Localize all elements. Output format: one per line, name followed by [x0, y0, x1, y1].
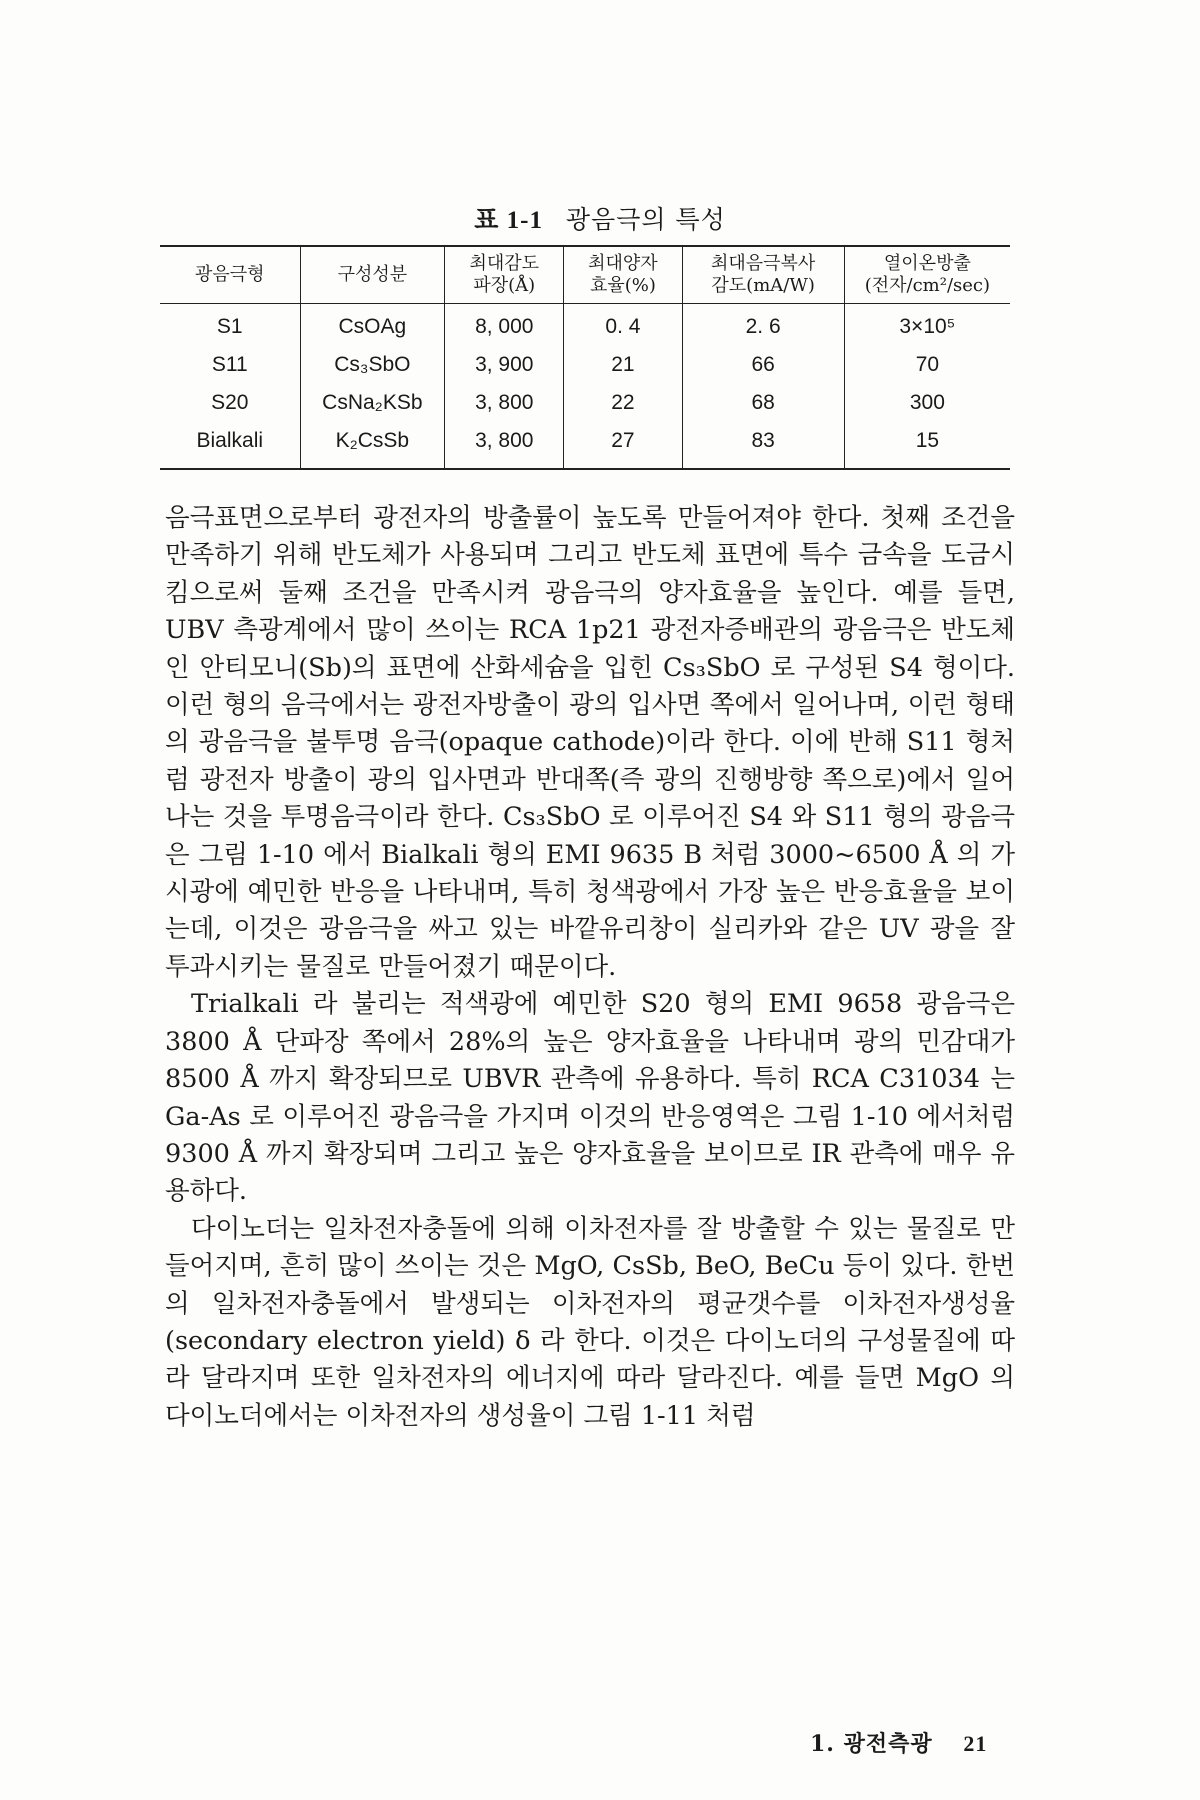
- photocathode-properties-table: [160, 245, 1010, 470]
- cell-composition: K₂CsSb: [300, 422, 445, 469]
- cell-qe: 27: [564, 422, 682, 469]
- body-text: [165, 500, 1015, 1435]
- cell-sensitivity: 68: [682, 384, 844, 422]
- cell-type: Bialkali: [196, 429, 264, 452]
- paragraph: 다이노더는 일차전자충돌에 의해 이차전자를 잘 방출할 수 있는 물질로 만들어지며, 흔히 많이 쓰이는 것은 MgO, CsSb, BeO, BeCu 등이 있다. 한번의 일차전자충돌에서 발생되는 이차전자의 평균갯수를 이차전자생성율(secondary electron yield) δ 라 한다. 이것은 다이노더의 구성물질에 따라 달라지며 또한 일차전자의 에너지에 따라 달라진다. 예를 들면 MgO 의 다이노더에서는 이차전자의 생성율이 그림 1-11 처럼: [165, 1213, 1015, 1431]
- paragraph: 음극표면으로부터 광전자의 방출률이 높도록 만들어져야 한다. 첫째 조건을 만족하기 위해 반도체가 사용되며 그리고 반도체 표면에 특수 금속을 도금시킴으로써 둘째 조건을 만족시켜 광음극의 양자효율을 높인다. 예를 들면, UBV 측광계에서 많이 쓰이는 RCA 1p21 광전자증배관의 광음극은 반도체인 안티모니(Sb)의 표면에 산화세슘을 입힌 Cs₃SbO 로 구성된 S4 형이다. 이런 형의 음극에서는 광전자방출이 광의 입사면 쪽에서 일어나며, 이런 형태의 광음극을 불투명 음극(opaque cathode)이라 한다. 이에 반해 S11 형처럼 광전자 방출이 광의 입사면과 반대쪽(즉 광의 진행방향 쪽으로)에서 일어나는 것을 투명음극이라 한다. Cs₃SbO 로 이루어진 S4 와 S11 형의 광음극은 그림 1-10 에서 Bialkali 형의 EMI 9635 B 처럼 3000~6500 Å 의 가시광에 예민한 반응을 나타내며, 특히 청색광에서 가장 높은 반응효율을 보이는데, 이것은 광음극을 싸고 있는 바깥유리창이 실리카와 같은 UV 광을 잘 투과시키는 물질로 만들어졌기 때문이다.: [165, 503, 1015, 982]
- header-type: 광음극형: [194, 264, 265, 285]
- cell-qe: 0. 4: [564, 304, 682, 347]
- cell-sensitivity: 83: [682, 422, 844, 469]
- cell-composition: CsOAg: [300, 304, 445, 347]
- header-radiant-sensitivity: 최대음극복사 감도(mA/W): [682, 246, 844, 304]
- cell-composition: CsNa₂KSb: [300, 384, 445, 422]
- cell-thermionic: 300: [844, 384, 1010, 422]
- table-header-row: [160, 246, 1010, 304]
- cell-qe: 22: [564, 384, 682, 422]
- table-row: [160, 346, 1010, 384]
- cell-type: S11: [211, 353, 248, 376]
- table-title: 광음극의 특성: [565, 205, 726, 234]
- cell-wavelength: 3, 900: [445, 346, 564, 384]
- header-wavelength: 최대감도 파장(Å): [445, 246, 564, 304]
- table-caption: [0, 200, 1200, 236]
- cell-type: S1: [216, 315, 243, 338]
- cell-composition: Cs₃SbO: [300, 346, 445, 384]
- running-footer-section: 1. 광전측광: [810, 1731, 933, 1757]
- cell-sensitivity: 66: [682, 346, 844, 384]
- table-row: [160, 422, 1010, 469]
- cell-wavelength: 3, 800: [445, 384, 564, 422]
- cell-thermionic: 70: [844, 346, 1010, 384]
- cell-thermionic: 15: [844, 422, 1010, 469]
- header-thermionic-emission: 열이온방출 (전자/cm²/sec): [844, 246, 1010, 304]
- table-row: [160, 384, 1010, 422]
- table-row: [160, 304, 1010, 347]
- paragraph: Trialkali 라 불리는 적색광에 예민한 S20 형의 EMI 9658 광음극은 3800 Å 단파장 쪽에서 28%의 높은 양자효율을 나타내며 광의 민감대가 8500 Å 까지 확장되므로 UBVR 관측에 유용하다. 특히 RCA C31034 는 Ga-As 로 이루어진 광음극을 가지며 이것의 반응영역은 그림 1-10 에서처럼 9300 Å 까지 확장되며 그리고 높은 양자효율을 보이므로 IR 관측에 매우 유용하다.: [165, 989, 1015, 1207]
- header-composition: 구성성분: [300, 246, 445, 304]
- page-number: 21: [963, 1731, 988, 1756]
- cell-qe: 21: [564, 346, 682, 384]
- header-quantum-efficiency: 최대양자 효율(%): [564, 246, 682, 304]
- cell-wavelength: 8, 000: [445, 304, 564, 347]
- table-number: 표 1-1: [474, 207, 543, 234]
- cell-thermionic: 3×10⁵: [844, 304, 1010, 347]
- cell-wavelength: 3, 800: [445, 422, 564, 469]
- cell-type: S20: [211, 391, 249, 414]
- cell-sensitivity: 2. 6: [682, 304, 844, 347]
- page-footer: [810, 1727, 987, 1758]
